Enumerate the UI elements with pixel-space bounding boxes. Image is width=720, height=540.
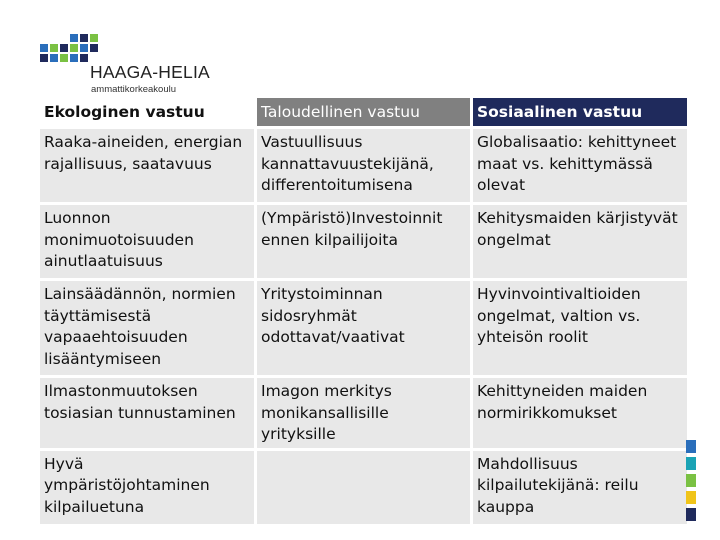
- logo-name: HAAGA-HELIA: [90, 62, 210, 82]
- color-bar: [686, 508, 696, 521]
- color-bar: [686, 474, 696, 487]
- table-cell: Kehittyneiden maiden normirikkomukset: [473, 378, 687, 448]
- table-cell: Yritystoiminnan sidosryhmät odottavat/vaativat: [257, 281, 470, 375]
- table-row: [40, 451, 687, 524]
- color-bar: [686, 491, 696, 504]
- table-cell: Mahdollisuus kilpailutekijänä: reilu kauppa: [473, 451, 687, 524]
- table-row: [40, 205, 687, 278]
- color-bar: [686, 457, 696, 470]
- table-cell: Luonnon monimuotoisuuden ainutlaatuisuus: [40, 205, 254, 278]
- header-ecological: Ekologinen vastuu: [40, 98, 254, 126]
- table-cell: Kehitysmaiden kärjistyvät ongelmat: [473, 205, 687, 278]
- haaga-helia-logo: [40, 32, 210, 96]
- table-row: [40, 129, 687, 202]
- table-cell: Ilmastonmuutoksen tosiasian tunnustaminen: [40, 378, 254, 448]
- table-cell-empty: [257, 451, 470, 524]
- logo-subtitle: ammattikorkeakoulu: [91, 84, 177, 95]
- table-cell: Lainsäädännön, normien täyttämisestä vapaaehtoisuuden lisääntymiseen: [40, 281, 254, 375]
- table-row: [40, 281, 687, 375]
- responsibility-table: [37, 95, 690, 527]
- table-header-row: [40, 98, 687, 126]
- header-economic: Taloudellinen vastuu: [257, 98, 470, 126]
- table-cell: (Ympäristö)Investoinnit ennen kilpailijoita: [257, 205, 470, 278]
- table-cell: Globalisaatio: kehittyneet maat vs. kehittymässä olevat: [473, 129, 687, 202]
- header-social: Sosiaalinen vastuu: [473, 98, 687, 126]
- table-row: [40, 378, 687, 448]
- table-cell: Imagon merkitys monikansallisille yrityksille: [257, 378, 470, 448]
- table-cell: Hyvinvointivaltioiden ongelmat, valtion vs. yhteisön roolit: [473, 281, 687, 375]
- decorative-color-bars: [686, 440, 696, 525]
- table-cell: Vastuullisuus kannattavuustekijänä, differentoitumisena: [257, 129, 470, 202]
- color-bar: [686, 440, 696, 453]
- table-cell: Raaka-aineiden, energian rajallisuus, saatavuus: [40, 129, 254, 202]
- table-cell: Hyvä ympäristöjohtaminen kilpailuetuna: [40, 451, 254, 524]
